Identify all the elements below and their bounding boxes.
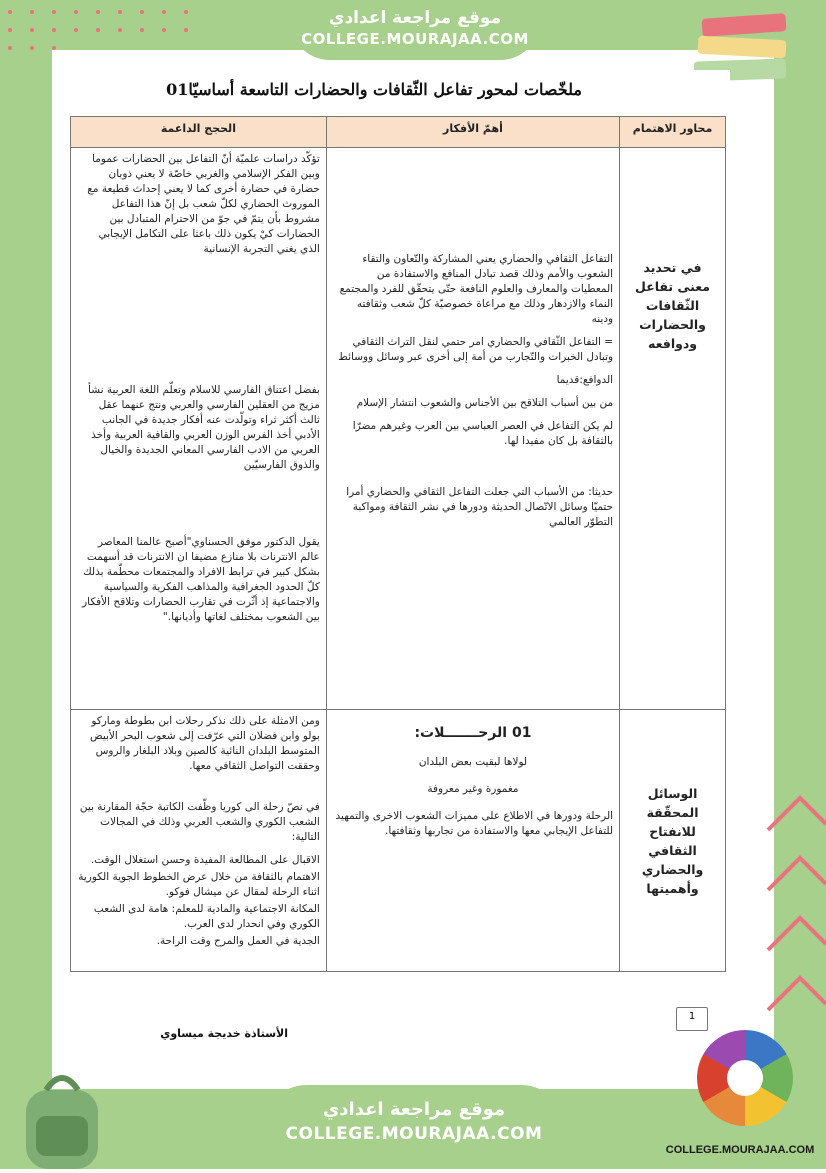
argument-text: تؤكّد دراسات علميّة أنّ التفاعل بين الحضارات عموما وبين الفكر الإسلامي والغربي خاصّة لا يعني ذوبان حضارة في حضارة أخرى كما لا يعني إحداث قطيعة مع الموروث الحضاري لكلّ شعب بل إنّ هذا التفاعل مشروط بأن يتمّ في جوّ من الاحترام المتبادل بين الحضارات كيْ يكون ذلك باعثا على التكامل الإيجابي الذي يغني التجربة الإنسانية: [87, 153, 320, 255]
axis-cell-1: في تحديد معنى تفاعل الثّقافات والحضارات ودوافعه: [620, 148, 726, 710]
site-banner-top[interactable]: [290, 0, 540, 60]
arguments-cell-2: [71, 710, 327, 972]
header-arguments: الحجج الداعمة: [71, 117, 327, 148]
header-axes: محاور الاهتمام: [620, 117, 726, 148]
site-name-bottom: موقع مراجعة اعدادي: [322, 1099, 506, 1120]
site-url-small[interactable]: COLLEGE.MOURAJAA.COM: [665, 1144, 815, 1156]
idea-text: = التفاعل الثّقافي والحضاري امر حتمي لنقل التراث الثقافي وتبادل الخبرات والتّجارب من أمة إلى أخرى عبر وسائل ووسائط: [338, 336, 614, 363]
argument-text: الجدية في العمل والمرح وقت الراحة.: [156, 935, 320, 947]
level-text: التاسعة أساسيّا01: [166, 80, 289, 99]
argument-text: الاقبال على المطالعة المفيدة وحسن استغلال الوقت.: [90, 854, 320, 866]
idea-text: مغمورة وغير معروفة: [427, 783, 519, 795]
table-row: [71, 710, 726, 972]
idea-text: حديثا: من الأسباب التي جعلت التفاعل الثقافي والحضاري أمرا حتميّا وسائل الاتّصال الحديثة ودورها في نشر الثقافة ومواكبة التطوّر العالمي: [346, 486, 614, 528]
idea-text: الرحلة ودورها في الاطلاع على مميزات الشعوب الاخرى والتمهيد للتفاعل الإيجابي معها والاستفادة من تجاربها وثقافتها.: [335, 810, 614, 837]
site-banner-bottom[interactable]: [266, 1085, 562, 1169]
table-header-row: [71, 117, 726, 148]
site-url-bottom[interactable]: COLLEGE.MOURAJAA.COM: [285, 1124, 543, 1144]
argument-text: الاهتمام بالثقافة من خلال عرض الخطوط الجوية الكورية اثناء الرحلة لمقال عن ميشال فوكو.: [78, 871, 320, 898]
site-logo-icon: [697, 1030, 793, 1126]
argument-text: يقول الدكتور موفق الحسناوي"أصبح عالمنا المعاصر عالم الانترنات بلا منازع مضيفا ان الانترنات قد أسهمت بشكل كبير في ترابط الافراد والمجتمعات محطّمة بذلك كلّ الحدود الجغرافية والمذاهب الفكرية والسياسية والاجتماعية إذ أثّرت في تقارب الحضارات وتلاقح الأفكار بين الشعوب بمختلف لغاتها وأديانها.": [82, 536, 320, 623]
header-ideas: أهمّ الأفكار: [326, 117, 619, 148]
ideas-cell-2: [326, 710, 619, 972]
argument-text: في نصّ رحلة الى كوريا وظّفت الكاتبة حجّة المقارنة بين الشعب الكوري والشعب العربي وذلك في المجالات التالية:: [79, 801, 320, 843]
site-name: موقع مراجعة اعدادي: [328, 8, 502, 28]
decorative-dots: [8, 10, 208, 60]
axis-cell-2: الوسائل المحقّقة للانفتاح الثقافي والحضاري وأهميتها: [620, 710, 726, 972]
argument-text: ومن الامثلة على ذلك نذكر رحلات ابن بطوطة وماركو بولو وابن فضلان التي عرّفت إلى شعوب البحر الأبيض المتوسط البلدان النائية كالصين وبلاد البلغار والروس وحققت التواصل الثقافي معها.: [89, 715, 320, 772]
title-text: ملخّصات لمحور تفاعل الثّقافات والحضارات: [294, 80, 582, 99]
site-url[interactable]: COLLEGE.MOURAJAA.COM: [301, 30, 529, 48]
idea-text: من بين أسباب التلاقح بين الأجناس والشعوب انتشار الإسلام: [356, 397, 614, 409]
summary-table: [70, 116, 726, 972]
idea-text: التفاعل الثقافي والحضاري يعني المشاركة والتّعاون والتقاء الشعوب والأمم وذلك قصد تبادل المنافع والاستفادة من المعطيات والمعارف والعلوم النافعة حتّى يتحقّق للفرد والمجتمع النماء والازدهار وذلك مع مراعاة خصوصيّة كلّ شعب وثقافته ودينه: [339, 253, 614, 325]
argument-text: بفضل اعتناق الفارسي للاسلام وتعلّم اللغة العربية نشأ مزيج من العقلين الفارسي والعربي ونتج عنهما عقل ثالث أكثر ثراء وتولّدت عنه أفكار جديدة في الجانب الأدبي أخذ الفرس الوزن العربي والقافية العربية وأخذ العربي من الادب الفارسي المعاني الجديدة والخيال والذوق الفارسيّين: [88, 384, 320, 471]
idea-text: لم يكن التفاعل في العصر العباسي بين العرب وغيرهم مضرّا بالثقافة بل كان مفيدا لها.: [352, 420, 614, 447]
teacher-signature: الأستاذة خديجة ميساوي: [160, 1027, 288, 1040]
travels-heading: 01 الرحـــــــلات:: [414, 725, 532, 741]
table-row: [71, 148, 726, 710]
document-title: [122, 80, 582, 108]
ideas-cell-1: [326, 148, 619, 710]
chevron-decoration-icon: [760, 790, 826, 1070]
argument-text: المكانة الاجتماعية والمادية للمعلم: هامة لدى الشعب الكوري وفي انحدار لدى العرب.: [93, 903, 320, 930]
idea-text: لولاها لبقيت بعض البلدان: [418, 756, 528, 768]
backpack-icon: [16, 1060, 108, 1169]
page-number: 1: [676, 1007, 708, 1031]
frame-left: [0, 0, 52, 1169]
idea-text: الدوافع:قديما: [556, 374, 614, 386]
arguments-cell-1: [71, 148, 327, 710]
